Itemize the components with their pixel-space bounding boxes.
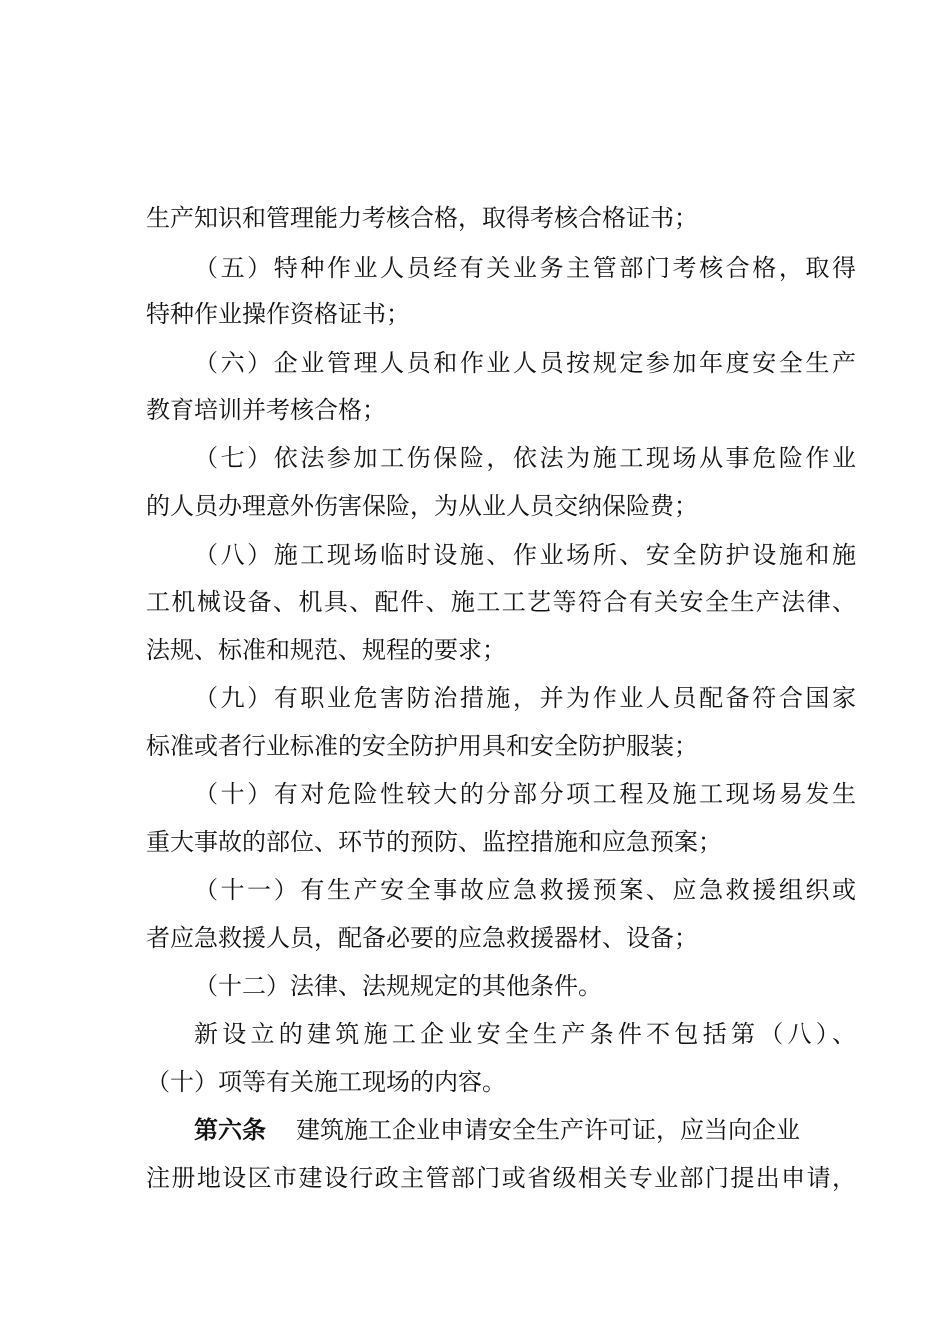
text-line-3: 特种作业操作资格证书； — [146, 300, 410, 328]
text-line-4: （六）企业管理人员和作业人员按规定参加年度安全生产 — [194, 349, 856, 377]
text-line-9: 工机械设备、机具、配件、施工工艺等符合有关安全生产法律、 — [146, 588, 856, 616]
text-line-16: 者应急救援人员，配备必要的应急救援器材、设备； — [146, 924, 698, 952]
text-line-18: 新设立的建筑施工企业安全生产条件不包括第（八）、 — [194, 1020, 856, 1048]
article-text: 建筑施工企业申请安全生产许可证，应当向企业 — [296, 1116, 800, 1144]
text-line-7: 的人员办理意外伤害保险，为从业人员交纳保险费； — [146, 492, 698, 520]
text-line-17: （十二）法律、法规规定的其他条件。 — [194, 972, 602, 1000]
text-line-1: 生产知识和管理能力考核合格，取得考核合格证书； — [146, 204, 698, 232]
text-line-2: （五）特种作业人员经有关业务主管部门考核合格，取得 — [194, 254, 856, 282]
text-line-8: （八）施工现场临时设施、作业场所、安全防护设施和施 — [194, 541, 856, 569]
text-line-12: 标准或者行业标准的安全防护用具和安全防护服装； — [146, 732, 698, 760]
text-line-10: 法规、标准和规范、规程的要求； — [146, 636, 506, 664]
text-line-6: （七）依法参加工伤保险，依法为施工现场从事危险作业 — [194, 444, 856, 472]
text-line-13: （十）有对危险性较大的分部分项工程及施工现场易发生 — [194, 780, 856, 808]
article-heading: 第六条 — [194, 1115, 266, 1144]
article-six-continuation: 注册地设区市建设行政主管部门或省级相关专业部门提出申请， — [146, 1164, 856, 1192]
text-line-14: 重大事故的部位、环节的预防、监控措施和应急预案； — [146, 828, 722, 856]
text-line-15: （十一）有生产安全事故应急救援预案、应急救援组织或 — [194, 876, 856, 904]
article-six-line — [194, 1110, 856, 1150]
text-line-11: （九）有职业危害防治措施，并为作业人员配备符合国家 — [194, 684, 856, 712]
text-line-5: 教育培训并考核合格； — [146, 396, 386, 424]
text-line-19: （十）项等有关施工现场的内容。 — [146, 1068, 506, 1096]
